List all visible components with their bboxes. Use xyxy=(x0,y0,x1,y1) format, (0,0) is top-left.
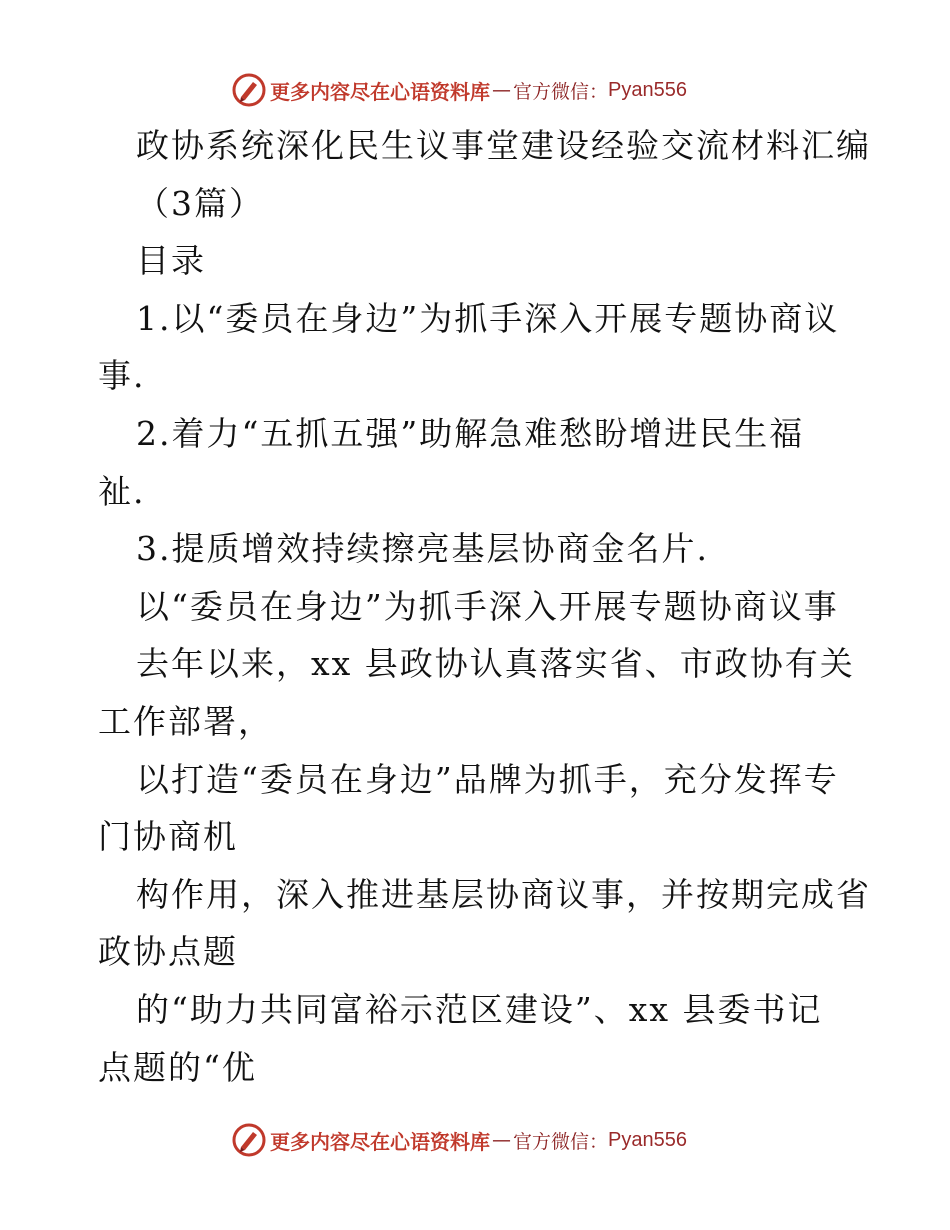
document-title: 政协系统深化民生议事堂建设经验交流材料汇编 xyxy=(136,126,871,165)
brand-logo-icon xyxy=(232,1123,266,1157)
text-line: 构作用，深入推进基层协商议事，并按期完成省 xyxy=(136,874,871,914)
text-line: 门协商机 xyxy=(98,817,238,857)
text-line: 目录 xyxy=(136,241,206,281)
text-line: 2.着力“五抓五强”助解急难愁盼增进民生福 xyxy=(136,414,805,453)
text-line: 去年以来，xx 县政协认真落实省、市政协有关 xyxy=(136,644,855,684)
text-line: 事. xyxy=(98,356,146,396)
footer-watermark xyxy=(232,1122,687,1158)
text-line: 祉. xyxy=(98,471,146,511)
header-watermark xyxy=(232,72,687,108)
text-line: （3篇） xyxy=(136,183,264,223)
text-line: 3.提质增效持续擦亮基层协商金名片. xyxy=(136,529,709,569)
watermark-dash: — xyxy=(492,1129,511,1151)
text-line: 以“委员在身边”为抓手深入开展专题协商议事 xyxy=(136,586,839,626)
watermark-wechat-id: Pyan556 xyxy=(608,1128,687,1151)
text-line: 点题的“优 xyxy=(98,1047,257,1087)
watermark-brand-text: 更多内容尽在心语资料库 xyxy=(270,1129,490,1154)
watermark-brand-text: 更多内容尽在心语资料库 xyxy=(270,79,490,104)
watermark-wechat-id: Pyan556 xyxy=(608,78,687,101)
brand-logo-icon xyxy=(232,73,266,107)
text-line: 政协点题 xyxy=(98,932,238,972)
text-line: 1.以“委员在身边”为抓手深入开展专题协商议 xyxy=(136,298,840,338)
watermark-dash: — xyxy=(492,79,511,101)
watermark-official-label: 官方微信： xyxy=(513,1130,609,1153)
text-line: 工作部署， xyxy=(98,702,273,741)
text-line: 以打造“委员在身边”品牌为抓手，充分发挥专 xyxy=(136,759,839,799)
text-line: 的“助力共同富裕示范区建设”、xx 县委书记 xyxy=(136,990,823,1029)
watermark-official-label: 官方微信： xyxy=(513,80,609,103)
